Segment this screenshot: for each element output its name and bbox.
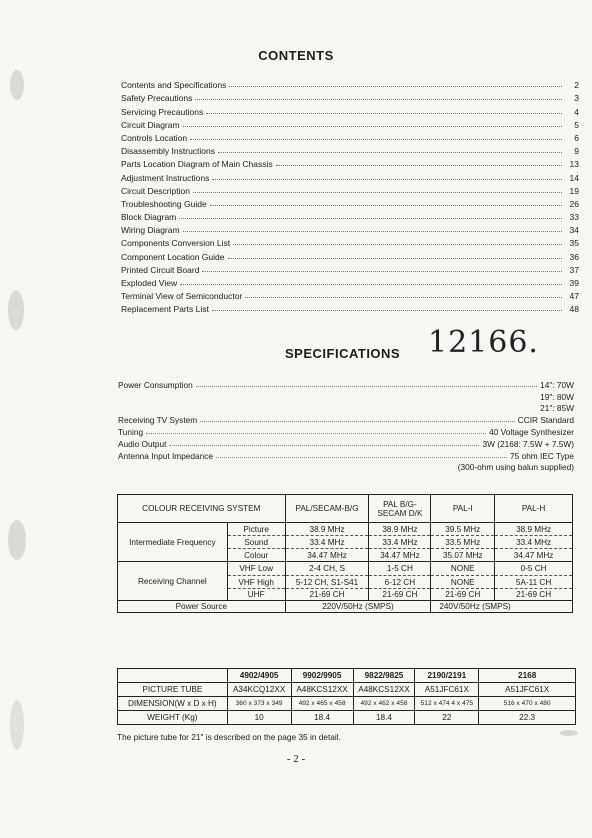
table-cell: 39.5 MHz xyxy=(431,523,495,536)
toc-label: Components Conversion List xyxy=(121,238,231,249)
toc-page: 5 xyxy=(574,119,579,130)
spec-value: 21": 85W xyxy=(540,403,574,414)
toc-label: Replacement Parts List xyxy=(121,304,209,315)
table-cell: A48KCS12XX xyxy=(291,683,353,697)
table-cell: 492 x 462 x 458 xyxy=(353,697,415,711)
toc-label: Circuit Description xyxy=(121,185,190,196)
toc-item xyxy=(121,103,579,116)
toc-item xyxy=(121,222,579,235)
table-cell: 21-69 CH xyxy=(369,589,431,601)
spec-leader xyxy=(146,433,486,434)
row-label: VHF High xyxy=(227,576,285,589)
toc-page: 14 xyxy=(569,172,579,183)
spec-label: Antenna Input Impedance xyxy=(118,450,214,461)
page-number: - 2 - xyxy=(286,753,306,765)
table-cell: 21-69 CH xyxy=(431,589,495,601)
toc-leader xyxy=(210,205,562,206)
row-label: WEIGHT (Kg) xyxy=(118,711,228,725)
header-cell: 2190/2191 xyxy=(415,669,479,683)
contents-list xyxy=(121,77,579,314)
toc-item xyxy=(121,209,579,222)
spec-row xyxy=(118,437,574,449)
toc-leader xyxy=(228,258,563,259)
table-cell: 492 x 465 x 458 xyxy=(291,697,353,711)
table-cell: 10 xyxy=(227,711,291,725)
table-cell: 38.9 MHz xyxy=(369,523,431,536)
spec-row xyxy=(118,461,574,473)
toc-leader xyxy=(212,179,562,180)
table-cell: 0-5 CH xyxy=(495,562,573,576)
footnote: The picture tube for 21" is described on the page 35 in detail. xyxy=(117,732,341,742)
specifications-title: SPECIFICATIONS xyxy=(285,346,401,361)
toc-leader xyxy=(195,99,562,100)
model-table xyxy=(117,668,576,725)
spec-row xyxy=(118,425,574,437)
table-cell: 18.4 xyxy=(291,711,353,725)
row-label: Picture xyxy=(227,523,285,536)
table-header-row xyxy=(118,669,576,683)
toc-label: Wiring Diagram xyxy=(121,225,180,236)
table-cell: 512 x 474 4 x 475 xyxy=(415,697,479,711)
toc-page: 34 xyxy=(569,225,579,236)
table-cell: NONE xyxy=(431,576,495,589)
header-cell xyxy=(118,669,228,683)
row-label: Sound xyxy=(227,536,285,549)
scan-speck xyxy=(8,290,24,330)
spec-label: Receiving TV System xyxy=(118,415,198,426)
table-cell: 33.5 MHz xyxy=(431,536,495,549)
row-label: UHF xyxy=(227,589,285,601)
toc-page: 9 xyxy=(574,146,579,157)
toc-page: 48 xyxy=(569,304,579,315)
spec-leader xyxy=(216,457,507,458)
table-cell: 34.47 MHz xyxy=(369,549,431,562)
header-cell: COLOUR RECEIVING SYSTEM xyxy=(142,504,261,513)
toc-label: Circuit Diagram xyxy=(121,119,180,130)
toc-item xyxy=(121,288,579,301)
table-cell: 35.07 MHz xyxy=(431,549,495,562)
spec-list xyxy=(118,378,574,472)
toc-page: 47 xyxy=(569,291,579,302)
spec-value: 14": 70W xyxy=(540,379,574,390)
toc-item xyxy=(121,196,579,209)
table-row xyxy=(118,523,573,536)
toc-page: 4 xyxy=(574,106,579,117)
toc-page: 19 xyxy=(569,185,579,196)
header-cell: PAL B/G-SECAM D/K xyxy=(369,495,431,523)
row-label: VHF Low xyxy=(227,562,285,576)
toc-leader xyxy=(229,86,562,87)
header-cell: PAL-I xyxy=(431,495,495,523)
toc-leader xyxy=(245,297,562,298)
table-cell: 1-5 CH xyxy=(369,562,431,576)
table-row xyxy=(118,562,573,576)
table-cell: 34.47 MHz xyxy=(285,549,369,562)
header-cell: 2168 xyxy=(479,669,576,683)
header-cell: PAL-H xyxy=(495,495,573,523)
toc-page: 33 xyxy=(569,212,579,223)
toc-leader xyxy=(202,271,562,272)
toc-page: 2 xyxy=(574,80,579,91)
toc-leader xyxy=(180,284,562,285)
table-header-row xyxy=(118,495,573,523)
table-cell: 5A-11 CH xyxy=(495,576,573,589)
toc-label: Troubleshooting Guide xyxy=(121,198,207,209)
toc-leader xyxy=(218,152,562,153)
table-cell: 22 xyxy=(415,711,479,725)
table-cell: 38.9 MHz xyxy=(285,523,369,536)
table-cell: 240V/50Hz (SMPS) xyxy=(431,601,573,613)
toc-item xyxy=(121,156,579,169)
spec-row xyxy=(118,449,574,461)
table-row xyxy=(118,711,576,725)
table-cell: 21-69 CH xyxy=(495,589,573,601)
toc-item xyxy=(121,90,579,103)
toc-item xyxy=(121,143,579,156)
table-cell: 2-4 CH, S xyxy=(285,562,369,576)
table-row xyxy=(118,683,576,697)
toc-leader xyxy=(183,231,562,232)
toc-label: Controls Location xyxy=(121,132,188,143)
table-row xyxy=(118,697,576,711)
toc-page: 3 xyxy=(574,93,579,104)
contents-title: CONTENTS xyxy=(258,48,334,63)
spec-row xyxy=(118,378,574,390)
colour-system-table xyxy=(117,494,573,613)
spec-value: (300-ohm using balun supplied) xyxy=(457,462,574,473)
toc-label: Parts Location Diagram of Main Chassis xyxy=(121,159,273,170)
toc-page: 35 xyxy=(569,238,579,249)
toc-item xyxy=(121,117,579,130)
table-cell: 34.47 MHz xyxy=(495,549,573,562)
toc-page: 6 xyxy=(574,132,579,143)
toc-item xyxy=(121,77,579,90)
group-label: Receiving Channel xyxy=(138,576,207,586)
table-cell: 33.4 MHz xyxy=(495,536,573,549)
toc-label: Exploded View xyxy=(121,278,178,288)
table-cell: A51JFC61X xyxy=(415,683,479,697)
spec-value: 19": 80W xyxy=(540,391,574,402)
toc-leader xyxy=(190,139,562,140)
toc-label: Block Diagram xyxy=(121,212,177,223)
toc-label: Contents and Specifications xyxy=(121,80,227,91)
spec-row xyxy=(118,413,574,425)
table-cell: A51JFC61X xyxy=(479,683,576,697)
toc-leader xyxy=(206,113,562,114)
toc-item xyxy=(121,235,579,248)
toc-label: Safety Precautions xyxy=(121,93,193,104)
row-label: Power Source xyxy=(175,602,228,611)
spec-row xyxy=(118,390,574,402)
spec-value: 40 Voltage Synthesizer xyxy=(489,426,574,437)
scan-speck xyxy=(8,520,26,560)
toc-page: 37 xyxy=(569,264,579,275)
table-cell: NONE xyxy=(431,562,495,576)
table-cell: 220V/50Hz (SMPS) xyxy=(285,601,431,613)
table-cell: 516 x 470 x 480 xyxy=(479,697,576,711)
toc-label: Component Location Guide xyxy=(121,251,225,262)
table-cell: A34KCQ12XX xyxy=(227,683,291,697)
table-cell: 21-69 CH xyxy=(285,589,369,601)
toc-item xyxy=(121,169,579,182)
spec-label: Tuning xyxy=(118,426,144,437)
spec-value: 3W (2168: 7.5W + 7.5W) xyxy=(482,438,574,449)
table-cell: 360 x 373 x 349 xyxy=(227,697,291,711)
toc-item xyxy=(121,248,579,261)
spec-label: Power Consumption xyxy=(118,379,193,390)
toc-item xyxy=(121,130,579,143)
scan-speck xyxy=(10,70,24,100)
spec-leader xyxy=(169,445,479,446)
toc-leader xyxy=(276,165,562,166)
table-cell: 6-12 CH xyxy=(369,576,431,589)
table-cell: 33.4 MHz xyxy=(285,536,369,549)
table-cell: 5-12 CH, S1-S41 xyxy=(285,576,369,589)
table-cell: 38.9 MHz xyxy=(495,523,573,536)
scan-speck xyxy=(10,700,24,750)
table-row xyxy=(118,601,573,613)
toc-leader xyxy=(183,126,562,127)
group-label: Intermediate Frequency xyxy=(129,537,216,547)
toc-page: 36 xyxy=(569,251,579,262)
toc-leader xyxy=(193,192,562,193)
toc-leader xyxy=(212,310,562,311)
header-cell: 9902/9905 xyxy=(291,669,353,683)
spec-value: CCIR Standard xyxy=(517,415,574,426)
row-label: DIMENSION(W x D x H) xyxy=(118,697,228,711)
toc-item xyxy=(121,262,579,275)
header-cell: 4902/4905 xyxy=(227,669,291,683)
handwritten-number: 12166. xyxy=(428,325,539,360)
table-cell: 22.3 xyxy=(479,711,576,725)
spec-leader xyxy=(200,421,515,422)
spec-value: 75 ohm IEC Type xyxy=(510,450,574,461)
toc-label: Servicing Precautions xyxy=(121,106,204,117)
table-cell: 33.4 MHz xyxy=(369,536,431,549)
toc-item xyxy=(121,301,579,314)
toc-leader xyxy=(179,218,562,219)
header-cell: PAL/SECAM-B/G xyxy=(285,495,369,523)
toc-page: 13 xyxy=(569,159,579,170)
spec-row xyxy=(118,402,574,414)
toc-label: Disassembly Instructions xyxy=(121,146,216,157)
row-label: Colour xyxy=(227,549,285,562)
scan-speck xyxy=(560,730,578,736)
toc-item xyxy=(121,183,579,196)
table-cell: 18.4 xyxy=(353,711,415,725)
toc-page: 26 xyxy=(569,198,579,209)
header-cell: 9822/9825 xyxy=(353,669,415,683)
spec-label: Audio Output xyxy=(118,438,167,449)
table-cell: A48KCS12XX xyxy=(353,683,415,697)
toc-leader xyxy=(233,244,562,245)
toc-label: Printed Circuit Board xyxy=(121,264,200,275)
toc-label: Adjustment Instructions xyxy=(121,172,210,183)
toc-page: 39 xyxy=(569,278,579,288)
spec-leader xyxy=(196,386,537,387)
row-label: PICTURE TUBE xyxy=(118,683,228,697)
toc-label: Terminal View of Semiconductor xyxy=(121,291,243,302)
toc-item xyxy=(121,275,579,288)
